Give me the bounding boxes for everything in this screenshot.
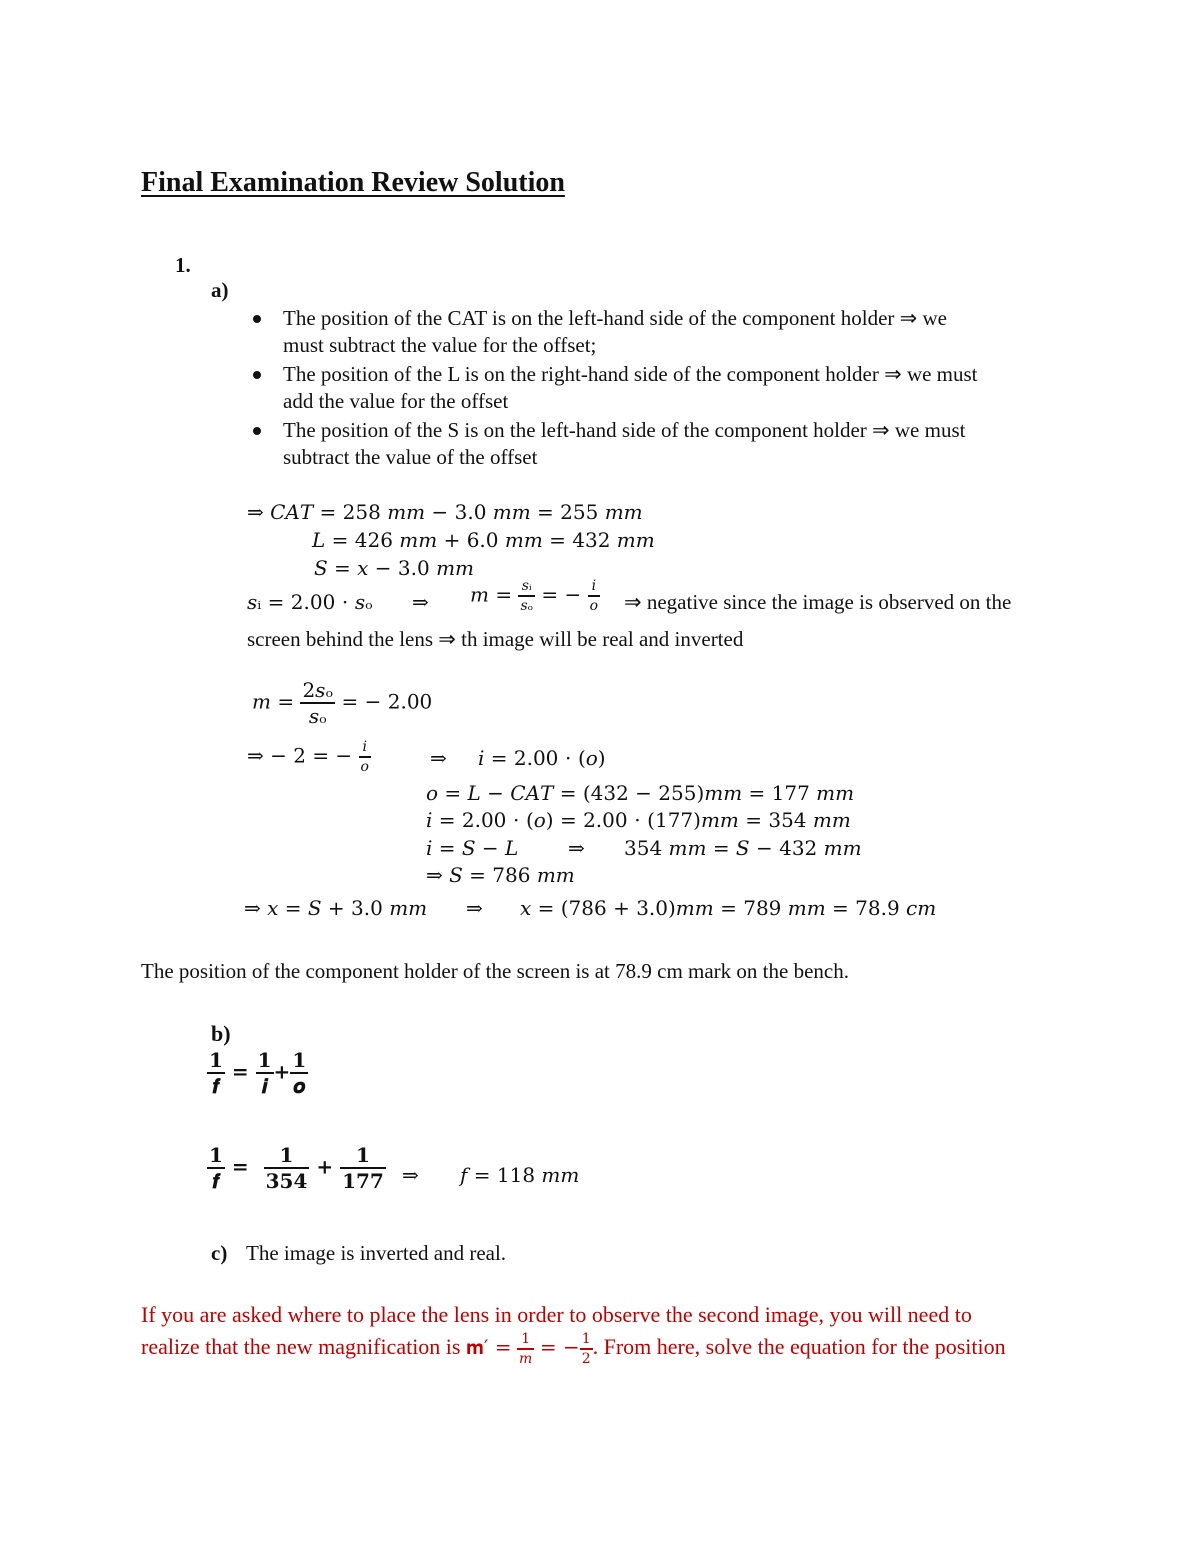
fraction-2so-so: $\frac{\text{2𝑠ₒ}}{\text{𝑠ₒ}}$ (302, 678, 334, 728)
equation-354: 354 𝑚𝑚 = 𝑆 − 432 𝑚𝑚 (624, 836, 862, 860)
bullet-1-line-2: must subtract the value for the offset; (283, 333, 597, 357)
focal-length-result: 𝑓 = 118 𝑚𝑚 (460, 1163, 580, 1187)
lens-equation: $\frac{𝟏}{\text{𝒇}}$ = $\frac{𝟏}{\text{𝒊}}$ + $\frac{𝟏}{\text{𝒐}}$ (209, 1048, 307, 1098)
part-c-text: The image is inverted and real. (246, 1241, 507, 1265)
equation-si: 𝑠ᵢ = 2.00 ⋅ 𝑠ₒ (247, 590, 373, 614)
question-number: 1. (175, 253, 191, 277)
equation-l: 𝐿 = 426 𝑚𝑚 + 6.0 𝑚𝑚 = 432 𝑚𝑚 (312, 528, 655, 552)
fraction-i-o: $\frac{\text{𝑖}}{\text{𝑜}}$ (589, 578, 599, 614)
note-line-1: If you are asked where to place the lens in order to observe the second image, you will need to (141, 1302, 972, 1327)
bullet-icon (253, 427, 261, 435)
implies-arrow: ⇒ (430, 746, 447, 770)
implies-arrow: ⇒ (402, 1163, 419, 1187)
equation-s: 𝑆 = 𝑥 − 3.0 𝑚𝑚 (314, 556, 475, 580)
bullet-2-line-2: add the value for the offset (283, 389, 509, 413)
bullet-1-line-1: The position of the CAT is on the left-hand side of the component holder ⇒ we (283, 306, 947, 330)
page-title: Final Examination Review Solution (141, 167, 565, 198)
bullet-3-line-1: The position of the S is on the left-hand side of the component holder ⇒ we must (283, 418, 966, 442)
part-b-label: b) (211, 1021, 231, 1046)
equation-i-s-l: 𝑖 = 𝑆 − 𝐿 (426, 836, 519, 860)
bullet-3-line-2: subtract the value of the offset (283, 445, 538, 469)
fraction-si-so: $\frac{\text{𝑠ᵢ}}{\text{𝑠ₒ}}$ (520, 578, 534, 614)
magnification-formula (470, 579, 600, 613)
part-a-label: a) (211, 278, 229, 302)
magnification-mid: = − (541, 582, 582, 607)
implies-arrow: ⇒ (568, 836, 585, 860)
equation-i-value: 𝑖 = 2.00 ⋅ (𝑜) = 2.00 ⋅ (177)𝑚𝑚 = 354 𝑚𝑚 (426, 808, 851, 832)
implies-arrow: ⇒ (466, 896, 483, 920)
equation-x-1: ⇒ 𝑥 = 𝑆 + 3.0 𝑚𝑚 (244, 896, 428, 920)
equation-s-786: ⇒ 𝑆 = 786 𝑚𝑚 (426, 863, 575, 887)
magnification-lhs: 𝑚 = (470, 582, 513, 607)
equation-cat: ⇒ 𝐶𝐴𝑇 = 258 𝑚𝑚 − 3.0 𝑚𝑚 = 255 𝑚𝑚 (247, 500, 643, 524)
bullet-2-line-1: The position of the L is on the right-hand side of the component holder ⇒ we must (283, 362, 978, 386)
equation-i-def: 𝑖 = 2.00 ⋅ (𝑜) (478, 746, 606, 770)
equation-o: 𝑜 = 𝐿 − 𝐶𝐴𝑇 = (432 − 255)𝑚𝑚 = 177 𝑚𝑚 (426, 781, 855, 805)
bullet-icon (253, 315, 261, 323)
magnification-equation: 𝑚 = $\frac{\text{2𝑠ₒ}}{\text{𝑠ₒ}}$ = − 2.00 (252, 678, 433, 728)
negative-explanation: ⇒ negative since the image is observed on the (624, 590, 1012, 614)
conclusion-a: The position of the component holder of the screen is at 78.9 cm mark on the bench. (141, 959, 849, 983)
bullet-icon (253, 371, 261, 379)
negative-explanation-2: screen behind the lens ⇒ th image will be real and inverted (247, 627, 744, 651)
part-c-label: c) (211, 1241, 228, 1265)
lens-equation-values: $\frac{𝟏}{\text{𝒇}}$ = $\frac{𝟏}{𝟑𝟓𝟒}$ + $\frac{𝟏}{𝟏𝟕𝟕}$ (209, 1143, 384, 1193)
equation-minus-two: ⇒ − 2 = − $\frac{\text{𝑖}}{\text{𝑜}}$ (247, 739, 369, 775)
note-line-2: realize that the new magnification is 𝐦′ = $\frac{1}{\text{𝑚}}$ = − $\frac{1}{2}$ . From here, solve the equation for the position (141, 1331, 1006, 1367)
implies-arrow: ⇒ (412, 590, 429, 614)
equation-x-2: 𝑥 = (786 + 3.0)𝑚𝑚 = 789 𝑚𝑚 = 78.9 𝑐𝑚 (520, 896, 937, 920)
